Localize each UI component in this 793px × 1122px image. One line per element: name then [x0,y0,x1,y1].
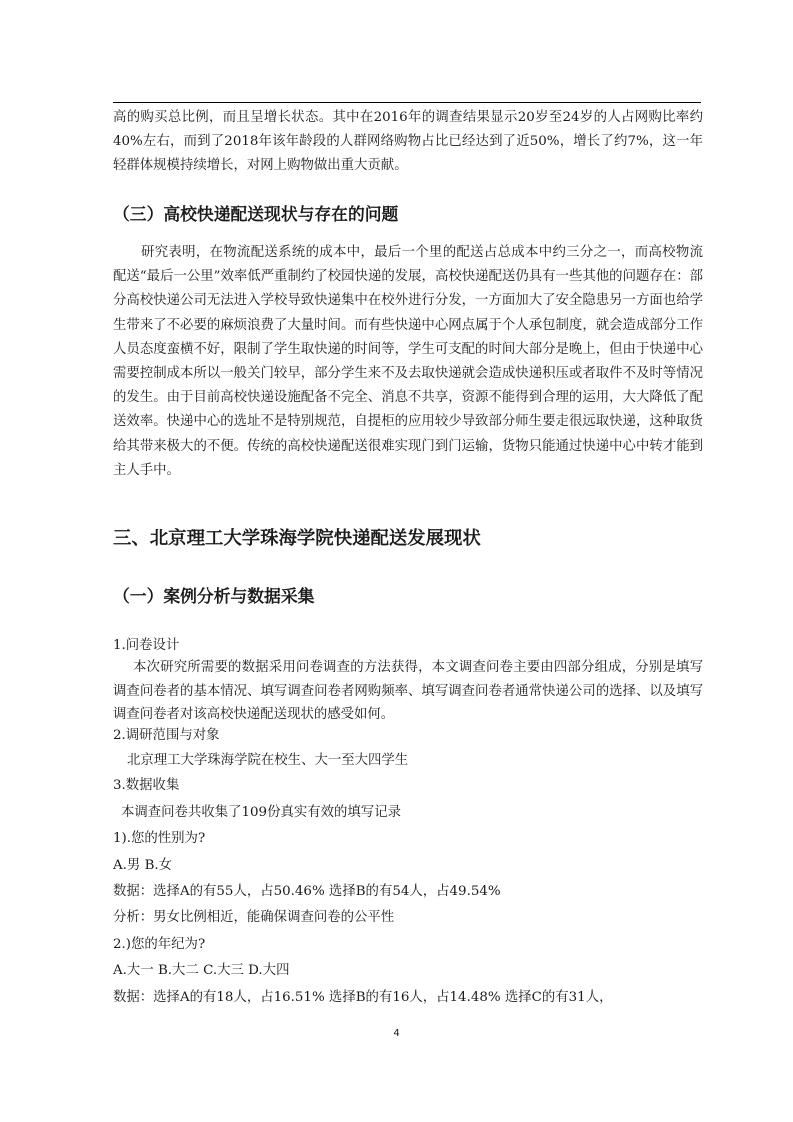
q2-question: 2.)您的年纪为? [113,937,206,952]
q1-question: 1).您的性别为? [113,831,206,846]
q1-options: A.男 B.女 [113,858,173,873]
item3-text: 本调查问卷共收集了109份真实有效的填写记录 [121,805,401,820]
q1-analysis: 分析：男女比例相近，能确保调查问卷的公平性 [113,910,395,925]
header-rule [113,102,701,103]
intro-paragraph: 高的购买总比例，而且呈增长状态。其中在2016年的调查结果显示20岁至24岁的人占网购比率约40%左右，而到了2018年该年龄段的人群网络购物占比已经达到了近50%，增长了约7%，这一年轻群体规模持续增长，对网上购物做出重大贡献。 [113,110,703,174]
q2-options: A.大一 B.大二 C.大三 D.大四 [113,963,290,978]
item1-paragraph: 本次研究所需要的数据采用问卷调查的方法获得，本文调查问卷主要由四部分组成，分别是填写调查问卷者的基本情况、填写调查问卷者网购频率、填写调查问卷者通常快递公司的选择、以及填写调查问卷者对该高校快递配送现状的感受如何。 [113,660,703,722]
q1-data: 数据：选择A的有55人，占50.46% 选择B的有54人，占49.54% [113,884,501,899]
section3-heading: （三）高校快递配送现状与存在的问题 [113,204,399,224]
page-number: 4 [393,1028,400,1039]
subsection1-heading: （一）案例分析与数据采集 [113,586,315,606]
item3-title: 3.数据收集 [113,778,180,793]
item2-text: 北京理工大学珠海学院在校生、大一至大四学生 [127,753,409,768]
item1-title: 1.问卷设计 [113,638,180,653]
section3-paragraph: 研究表明，在物流配送系统的成本中，最后一个里的配送占总成本中约三分之一，而高校物流配送“最后一公里”效率低严重制约了校园快递的发展，高校快递配送仍具有一些其他的问题存在：部分高校快递公司无法进入学校导致快递集中在校外进行分发，一方面加大了安全隐患另一方面也给学生带来了不必要的麻烦浪费了大量时间。而有些快递中心网点属于个人承包制度，就会造成部分工作人员态度蛮横不好，限制了学生取快递的时间等，学生可支配的时间大部分是晚上，但由于快递中心需要控制成本所以一般关门较早，部分学生来不及去取快递就会造成快递积压或者取件不及时等情况的发生。由于目前高校快递设施配备不完全、消息不共享，资源不能得到合理的运用，大大降低了配送效率。快递中心的选址不是特别规范，自提柜的应用较少导致部分师生要走很远取快递，这种取货给其带来极大的不便。传统的高校快递配送很难实现门到门运输，货物只能通过快递中心中转才能到主人手中。 [113,245,703,478]
q2-data: 数据：选择A的有18人，占16.51% 选择B的有16人，占14.48% 选择C的有31人， [113,990,613,1005]
chapter3-heading: 三、北京理工大学珠海学院快递配送发展现状 [113,528,481,549]
item2-title: 2.调研范围与对象 [113,728,220,743]
